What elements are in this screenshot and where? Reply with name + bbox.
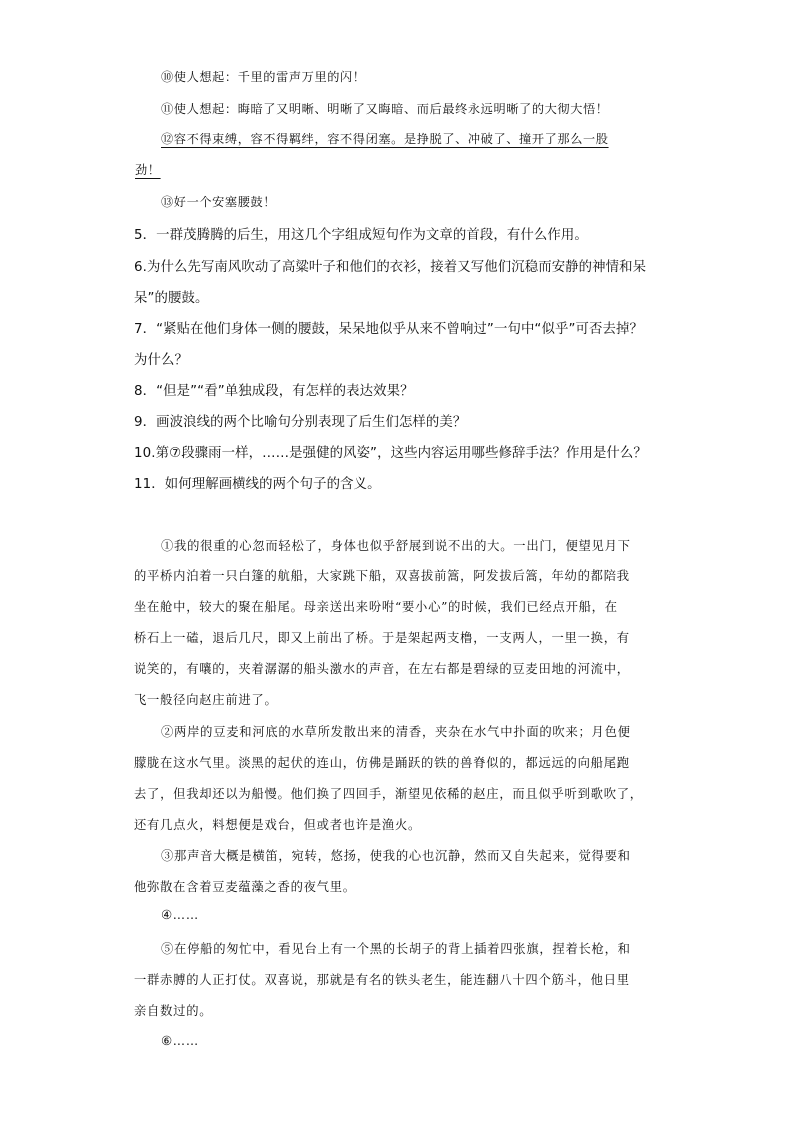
- passage-para-6: ⑥……: [161, 1034, 199, 1048]
- passage-para-1-line-6: 飞一般径向赵庄前进了。: [134, 693, 278, 707]
- passage-para-2-line-3: 去了，但我却还以为船慢。他们换了四回手，渐望见依稀的赵庄，而且似乎听到歌吹了，: [134, 787, 643, 801]
- question-10: 10.第⑦段骤雨一样，……是强健的风姿”，这些内容运用哪些修辞手法？作用是什么？: [134, 446, 647, 461]
- excerpt-line-12-cont: 劲！: [135, 163, 161, 177]
- passage-para-3-line-1: ③那声音大概是横笛，宛转，悠扬，使我的心也沉静，然而又自失起来，觉得要和: [161, 849, 631, 863]
- passage-para-3-line-2: 他弥散在含着豆麦蕴藻之香的夜气里。: [134, 880, 356, 894]
- passage-para-1-line-3: 坐在舱中，较大的聚在船尾。母亲送出来吩咐“要小心”的时候，我们已经点开船，在: [134, 600, 618, 614]
- passage-para-2-line-2: 朦胧在这水气里。淡黑的起伏的连山，仿佛是踊跃的铁的兽脊似的，都远远的向船尾跑: [134, 756, 630, 770]
- passage-para-5-line-2: 一群赤膊的人正打仗。双喜说，那就是有名的铁头老生，能连翻八十四个筋斗，他日里: [134, 973, 630, 987]
- excerpt-line-13: ⑬好一个安塞腰鼓！: [161, 195, 277, 209]
- passage-para-1-line-5: 说笑的，有嚷的，夹着潺潺的船头激水的声音，在左右都是碧绿的豆麦田地的河流中，: [134, 662, 630, 676]
- passage-para-5-line-3: 亲自数过的。: [134, 1004, 213, 1018]
- passage-para-1-line-1: ①我的很重的心忽而轻松了，身体也似乎舒展到说不出的大。一出门，便望见月下: [161, 539, 631, 553]
- question-7: 7．“紧贴在他们身体一侧的腰鼓，呆呆地似乎从来不曾响过”一句中“似乎”可否去掉？: [134, 322, 643, 337]
- question-11: 11．如何理解画横线的两个句子的含义。: [134, 477, 381, 492]
- excerpt-line-10: ⑩使人想起：千里的雷声万里的闪！: [161, 70, 366, 84]
- passage-para-2-line-1: ②两岸的豆麦和河底的水草所发散出来的清香，夹杂在水气中扑面的吹来；月色便: [161, 725, 631, 739]
- question-6: 6.为什么先写南风吹动了高粱叶子和他们的衣衫，接着又写他们沉稳而安静的神情和呆: [134, 260, 647, 275]
- passage-para-1-line-2: 的平桥内泊着一只白篷的航船，大家跳下船，双喜拔前篙，阿发拔后篙，年幼的都陪我: [134, 569, 630, 583]
- question-9: 9．画波浪线的两个比喻句分别表现了后生们怎样的美？: [134, 415, 467, 430]
- passage-para-4: ④……: [161, 908, 199, 922]
- passage-para-2-line-4: 还有几点火，料想便是戏台，但或者也许是渔火。: [134, 818, 422, 832]
- question-5: 5．一群茂腾腾的后生，用这几个字组成短句作为文章的首段，有什么作用。: [134, 228, 588, 243]
- excerpt-line-12: ⑫容不得束缚，容不得羁绊，容不得闭塞。是挣脱了、冲破了、撞开了那么一股: [161, 132, 609, 146]
- passage-para-1-line-4: 桥石上一磕，退后几尺，即又上前出了桥。于是架起两支橹，一支两人，一里一换，有: [134, 631, 630, 645]
- passage-para-5-line-1: ⑤在停船的匆忙中，看见台上有一个黑的长胡子的背上插着四张旗，捏着长枪，和: [161, 942, 631, 956]
- question-7-cont: 为什么？: [134, 353, 188, 368]
- question-8: 8．“但是”“看”单独成段，有怎样的表达效果？: [134, 384, 414, 399]
- excerpt-line-11: ⑪使人想起：晦暗了又明晰、明晰了又晦暗、而后最终永远明晰了的大彻大悟！: [161, 102, 609, 116]
- question-6-cont: 呆”的腰鼓。: [134, 291, 209, 306]
